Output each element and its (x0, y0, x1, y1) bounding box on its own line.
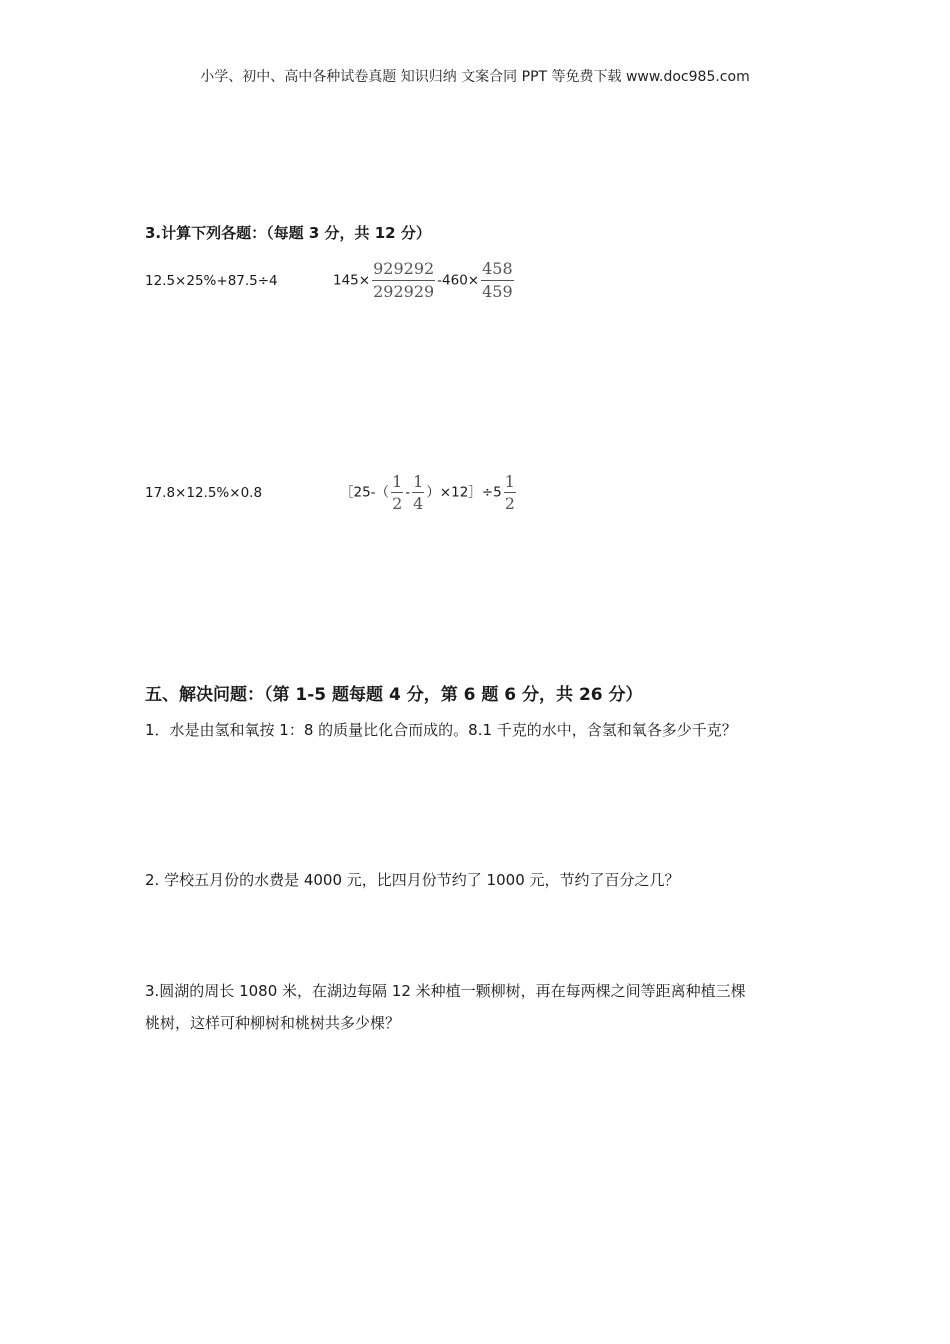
fraction-denominator: 2 (392, 494, 403, 513)
problem-1: 12.5×25%+87.5÷4 (145, 273, 278, 289)
fraction-1-2-mixed (504, 471, 516, 514)
fraction-458-459 (481, 258, 514, 303)
question-3-line-2: 桃树，这样可种柳树和桃树共多少棵？ (145, 1014, 401, 1032)
fraction-numerator: 1 (504, 472, 515, 491)
fraction-929292-292929 (372, 258, 435, 303)
question-3-line-1: 3.圆湖的周长 1080 米，在湖边每隔 12 米种植一颗柳树，再在每两棵之间等距离种植三棵 (145, 982, 746, 1000)
page-header: 小学、初中、高中各种试卷真题 知识归纳 文案合同 PPT 等免费下载 www.doc985.com (200, 69, 750, 85)
fraction-1-2 (391, 471, 403, 514)
problem-2-middle: -460× (437, 272, 480, 289)
problem-2 (333, 258, 516, 303)
problem-2-prefix: 145× (333, 272, 371, 289)
question-2: 2. 学校五月份的水费是 4000 元，比四月份节约了 1000 元，节约了百分之几？ (145, 871, 680, 889)
fraction-numerator: 458 (481, 258, 514, 281)
fraction-denominator: 4 (413, 494, 424, 513)
question-1: 1．水是由氢和氧按 1：8 的质量比化合而成的。8.1 千克的水中，含氢和氧各多少千克？ (145, 721, 737, 739)
section3-title: 3.计算下列各题：（每题 3 分，共 12 分） (145, 224, 431, 242)
fraction-numerator: 1 (413, 472, 424, 491)
section5-title: 五、解决问题：（第 1-5 题每题 4 分，第 6 题 6 分，共 26 分） (145, 685, 643, 705)
problem-3: 17.8×12.5%×0.8 (145, 485, 263, 501)
problem-4 (340, 471, 518, 514)
fraction-denominator: 459 (482, 282, 513, 301)
fraction-numerator: 929292 (372, 258, 435, 281)
fraction-numerator: 1 (392, 472, 403, 491)
fraction-denominator: 2 (504, 494, 515, 513)
fraction-denominator: 292929 (373, 282, 435, 301)
problem-4-suffix: ）×12］÷5 (426, 484, 502, 501)
problem-4-prefix: ［25-（ (340, 484, 390, 501)
problem-4-minus: - (405, 484, 411, 501)
fraction-1-4 (412, 471, 424, 514)
